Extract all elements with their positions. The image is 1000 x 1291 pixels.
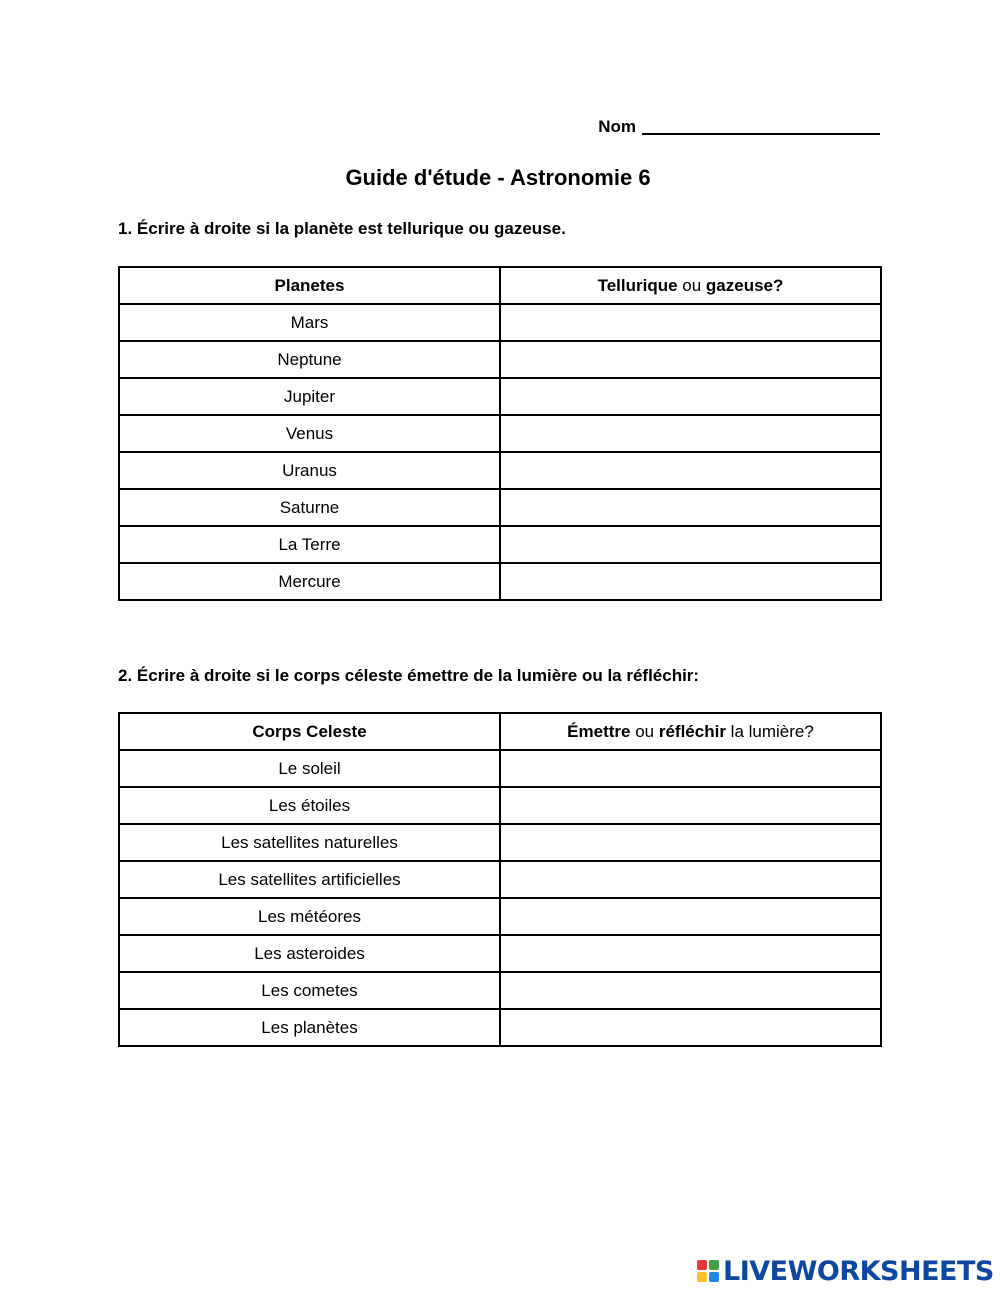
logo-squares-icon — [697, 1260, 719, 1282]
column-header-corps-celeste: Corps Celeste — [119, 713, 500, 750]
table-row — [119, 824, 881, 861]
page-title: Guide d'étude - Astronomie 6 — [345, 165, 651, 190]
table-row — [119, 563, 881, 600]
name-label: Nom — [598, 117, 636, 136]
table-row — [119, 304, 881, 341]
row-label: Mercure — [119, 563, 500, 600]
answer-cell[interactable] — [500, 861, 881, 898]
table-row — [119, 415, 881, 452]
logo-text: LIVEWORKSHEETS — [723, 1255, 994, 1287]
table-header-row — [119, 267, 881, 304]
answer-cell[interactable] — [500, 378, 881, 415]
question-2: 2. Écrire à droite si le corps céleste émettre de la lumière ou la réfléchir: — [118, 666, 700, 685]
table-row — [119, 452, 881, 489]
logo-square — [709, 1260, 719, 1270]
answer-cell[interactable] — [500, 787, 881, 824]
table-row — [119, 861, 881, 898]
celestial-bodies-table — [118, 712, 882, 1047]
header-word-ou: ou — [677, 275, 706, 295]
header-word-tellurique: Tellurique — [597, 275, 678, 295]
table-row — [119, 378, 881, 415]
name-blank-line[interactable] — [642, 133, 880, 135]
column-header-planetes: Planetes — [119, 267, 500, 304]
answer-cell[interactable] — [500, 563, 881, 600]
header-word-la-lumiere: la lumière? — [725, 721, 814, 741]
answer-cell[interactable] — [500, 341, 881, 378]
answer-cell[interactable] — [500, 304, 881, 341]
header-word-ou: ou — [630, 721, 659, 741]
row-label: Les asteroides — [119, 935, 500, 972]
column-header-type — [500, 267, 881, 304]
row-label: Les étoiles — [119, 787, 500, 824]
table-row — [119, 341, 881, 378]
table-row — [119, 935, 881, 972]
row-label: Neptune — [119, 341, 500, 378]
row-label: Mars — [119, 304, 500, 341]
answer-cell[interactable] — [500, 526, 881, 563]
answer-cell[interactable] — [500, 452, 881, 489]
logo-square — [709, 1272, 719, 1282]
table-row — [119, 787, 881, 824]
row-label: Les cometes — [119, 972, 500, 1009]
answer-cell[interactable] — [500, 935, 881, 972]
answer-cell[interactable] — [500, 972, 881, 1009]
table-header-row — [119, 713, 881, 750]
header-word-emettre: Émettre — [567, 721, 631, 741]
row-label: La Terre — [119, 526, 500, 563]
row-label: Les satellites artificielles — [119, 861, 500, 898]
logo-square — [697, 1272, 707, 1282]
planets-table — [118, 266, 882, 601]
row-label: Venus — [119, 415, 500, 452]
row-label: Les météores — [119, 898, 500, 935]
row-label: Les satellites naturelles — [119, 824, 500, 861]
header-word-reflechir: réfléchir — [658, 721, 726, 741]
row-label: Jupiter — [119, 378, 500, 415]
answer-cell[interactable] — [500, 750, 881, 787]
table-row — [119, 898, 881, 935]
liveworksheets-logo — [697, 1254, 994, 1288]
table-row — [119, 526, 881, 563]
question-1: 1. Écrire à droite si la planète est tellurique ou gazeuse. — [118, 219, 566, 238]
name-field — [598, 117, 880, 137]
table-row — [119, 750, 881, 787]
header-word-gazeuse: gazeuse? — [705, 275, 784, 295]
table-row — [119, 972, 881, 1009]
table-row — [119, 1009, 881, 1046]
row-label: Les planètes — [119, 1009, 500, 1046]
column-header-light — [500, 713, 881, 750]
table-row — [119, 489, 881, 526]
answer-cell[interactable] — [500, 489, 881, 526]
row-label: Le soleil — [119, 750, 500, 787]
row-label: Saturne — [119, 489, 500, 526]
answer-cell[interactable] — [500, 1009, 881, 1046]
answer-cell[interactable] — [500, 415, 881, 452]
answer-cell[interactable] — [500, 898, 881, 935]
row-label: Uranus — [119, 452, 500, 489]
answer-cell[interactable] — [500, 824, 881, 861]
logo-square — [697, 1260, 707, 1270]
